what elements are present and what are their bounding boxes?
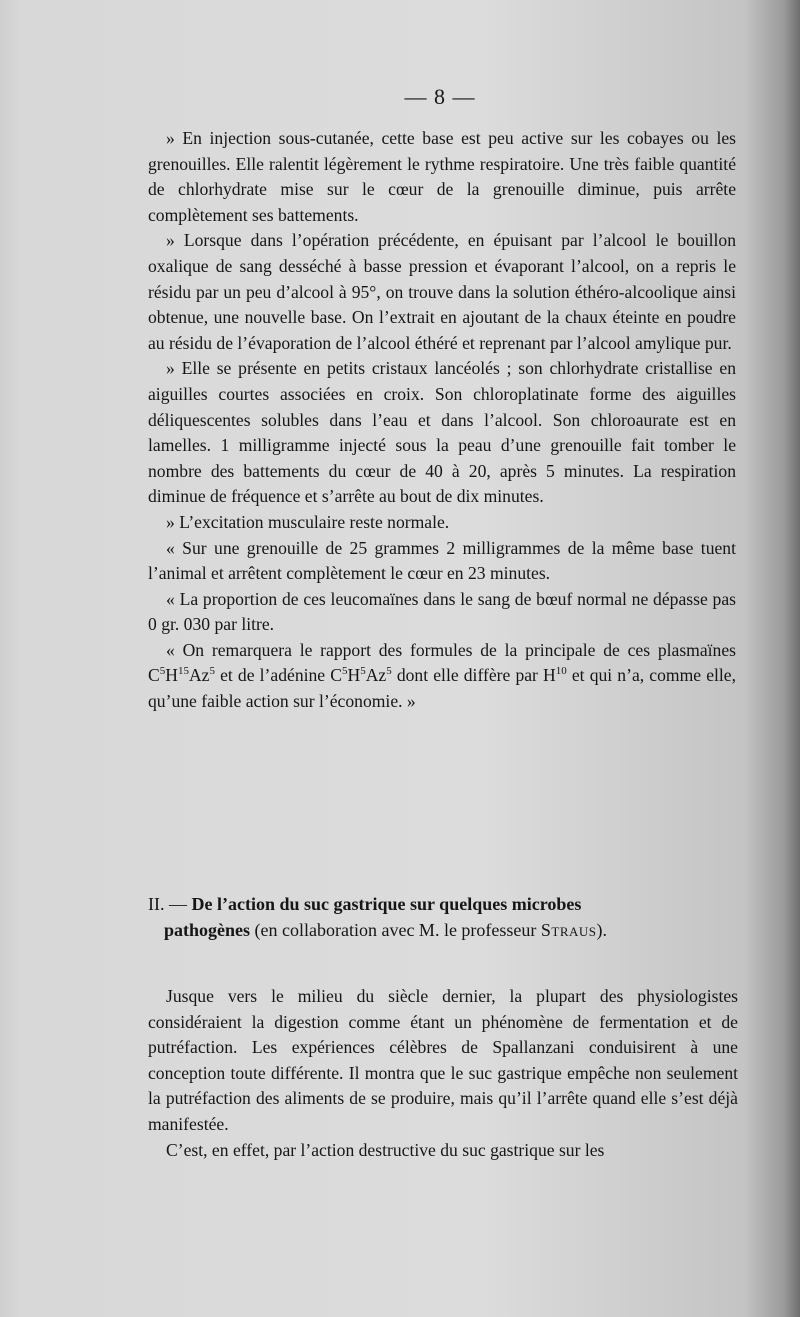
section-heading-line2: [148, 917, 740, 943]
formula-text: et de l’adénine C: [214, 665, 342, 686]
collaboration-note: (en collaboration avec M. le professeur: [250, 920, 541, 940]
formula-text: dont elle diffère par H: [391, 665, 556, 686]
text-block-top: [148, 126, 736, 715]
text-block-bottom: [148, 984, 738, 1163]
formula-text: Az: [188, 665, 210, 686]
formula-subscript: 5: [159, 665, 166, 678]
collaboration-note-end: ).: [596, 920, 608, 940]
formula-text: « On remarquera le rapport des formules de la principale de ces plasmaïnes C: [148, 639, 736, 686]
paragraph: « La proportion de ces leucomaïnes dans le sang de bœuf normal ne dépasse pas 0 gr. 030 par litre.: [148, 588, 736, 635]
paragraph: » Elle se présente en petits cristaux lancéolés ; son chlorhydrate cristallise en aiguilles courtes associées en croix. Son chloroplatinate forme des aiguilles déliquescentes solubles dans l’eau et dans l’alcool. Son chloroaurate est en lamelles. 1 milligramme injecté sous la peau d’une grenouille fait tomber le nombre des battements du cœur de 40 à 20, après 5 minutes. La respiration diminue de fréquence et s’arrête au bout de dix minutes.: [148, 358, 736, 507]
formula-subscript: 5: [341, 665, 348, 678]
section-title-continued: pathogènes: [164, 920, 251, 940]
page-number: — 8 —: [404, 84, 476, 109]
formula-paragraph: [148, 638, 736, 715]
section-number: II. —: [148, 894, 192, 914]
formula-text: et qui n’a, comme elle, qu’une faible action sur l’économie. »: [148, 665, 736, 712]
formula-subscript: 5: [360, 665, 366, 678]
paragraph: C’est, en effet, par l’action destructive du suc gastrique sur les: [166, 1139, 605, 1160]
formula-subscript: 5: [209, 665, 215, 678]
formula-text: H: [347, 665, 361, 686]
collaborator-name: Straus: [540, 920, 597, 940]
formula-text: Az: [365, 665, 387, 686]
formula-text: H: [165, 665, 178, 686]
paragraph: » Lorsque dans l’opération précédente, en épuisant par l’alcool le bouillon oxalique de sang desséché à basse pression et évaporant l’alcool, on a repris le résidu par un peu d’alcool à 95°, on trouve dans la solution éthéro-alcoolique ainsi obtenue, une nouvelle base. On l’extrait en ajoutant de la chaux éteinte en poudre au résidu de l’évaporation de l’alcool éthéré et reprenant par l’alcool amylique pur.: [148, 230, 736, 353]
paragraph: « Sur une grenouille de 25 grammes 2 milligrammes de la même base tuent l’animal et arrêtent complètement le cœur en 23 minutes.: [148, 537, 736, 584]
paragraph: Jusque vers le milieu du siècle dernier, la plupart des physiologistes considéraient la digestion comme étant un phénomène de fermentation et de putréfaction. Les expériences célèbres de Spallanzani conduisirent à une conception toute différente. Il montra que le suc gastrique empêche non seulement la putréfaction des aliments de se produire, mais qu’il l’arrête quand elle s’est déjà manifestée.: [148, 986, 738, 1134]
section-heading: [148, 891, 740, 943]
formula-subscript: 5: [386, 665, 392, 678]
formula-subscript: 15: [177, 665, 189, 678]
section-title: De l’action du suc gastrique sur quelques microbes: [191, 894, 582, 914]
paragraph: » L’excitation musculaire reste normale.: [166, 511, 450, 532]
paragraph: » En injection sous-cutanée, cette base est peu active sur les cobayes ou les grenouilles. Elle ralentit légèrement le rythme respiratoire. Une très faible quantité de chlorhydrate mise sur le cœur de la grenouille diminue, puis arrête complètement ses battements.: [148, 128, 736, 225]
formula-subscript: 10: [555, 665, 567, 678]
